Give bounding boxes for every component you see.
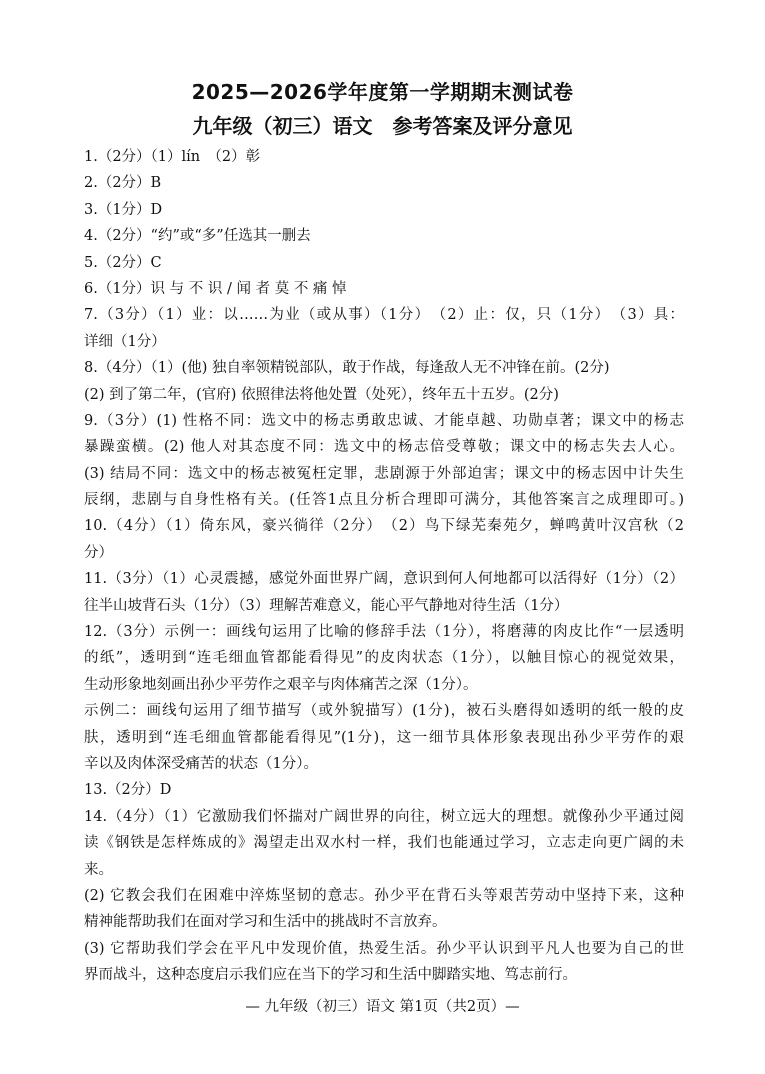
answer-line: 精神能帮助我们在面对学习和生活中的挑战时不言放弃。 bbox=[84, 914, 447, 931]
answer-line: 12.（3分）示例一：画线句运用了比喻的修辞手法（1分），将磨薄的肉皮比作“一层透明 bbox=[84, 624, 684, 641]
answer-line: 来。 bbox=[84, 861, 113, 878]
answer-line: 2.（2分）B bbox=[84, 175, 162, 192]
answer-line: 的纸”，透明到“连毛细血管都能看得见”的皮肉状态（1分），以触目惊心的视觉效果， bbox=[84, 650, 684, 667]
answer-line: 肤，透明到“连毛细血管都能看得见”(1分)，这一细节具体形象表现出孙少平劳作的艰 bbox=[84, 729, 684, 746]
answer-line: 往半山坡背石头（1分）（3）理解苦难意义，能心平气静地对待生活（1分） bbox=[84, 597, 569, 614]
answer-body bbox=[84, 144, 684, 989]
answer-line: 10.（4分）（1）倚东风，豪兴徜徉（2分） （2）鸟下绿芜秦苑夕，蝉鸣黄叶汉宫秋（2 bbox=[84, 518, 684, 535]
exam-title: 2025—2026学年度第一学期期末测试卷 bbox=[191, 80, 574, 104]
answer-line: (3) 结局不同：选文中的杨志被冤枉定罪，悲剧源于外部迫害；课文中的杨志因中计失生 bbox=[84, 465, 684, 482]
answer-line: 9.（3分）(1) 性格不同：选文中的杨志勇敢忠诚、才能卓越、功勋卓著；课文中的杨志 bbox=[84, 412, 684, 429]
answer-line: 读《钢铁是怎样炼成的》渴望走出双水村一样，我们也能通过学习，立志走向更广阔的未 bbox=[84, 835, 684, 852]
answer-line: 分） bbox=[84, 544, 113, 561]
answer-line: 暴躁蛮横。(2) 他人对其态度不同：选文中的杨志倍受尊敬；课文中的杨志失去人心。 bbox=[84, 439, 684, 456]
answer-line: 辛以及肉体深受痛苦的状态（1分）。 bbox=[84, 755, 318, 772]
answer-line: 4.（2分）“约”或“多”任选其一删去 bbox=[84, 228, 311, 245]
answer-line: 详细（1分） bbox=[84, 333, 166, 350]
answer-line: 7.（3分）（1）业：以……为业（或从事）（1分） （2）止：仅，只（1分） （3）具： bbox=[84, 307, 684, 324]
answer-line: 13.（2分）D bbox=[84, 782, 172, 799]
answer-line: (3) 它帮助我们学会在平凡中发现价值，热爱生活。孙少平认识到平凡人也要为自己的世 bbox=[84, 940, 684, 957]
answer-line: 8.（4分）（1）(他) 独自率领精锐部队，敢于作战，每逢敌人无不冲锋在前。(2分) bbox=[84, 360, 610, 377]
answer-line: 生动形象地刻画出孙少平劳作之艰辛与肉体痛苦之深（1分）。 bbox=[84, 676, 478, 693]
answer-line: 11.（3分）（1）心灵震撼，感觉外面世界广阔，意识到何人何地都可以活得好（1分）（2） bbox=[84, 571, 684, 588]
answer-line: 14.（4分）（1）它激励我们怀揣对广阔世界的向往，树立远大的理想。就像孙少平通过阅 bbox=[84, 808, 684, 825]
answer-line: 示例二：画线句运用了细节描写（或外貌描写）(1分)，被石头磨得如透明的纸一般的皮 bbox=[84, 703, 684, 720]
answer-line: 5.（2分）C bbox=[84, 254, 162, 271]
answer-line: 辰纲，悲剧与自身性格有关。(任答1点且分析合理即可满分，其他答案言之成理即可。) bbox=[84, 492, 684, 509]
answer-key-subtitle: 九年级（初三）语文 参考答案及评分意见 bbox=[192, 114, 573, 138]
answer-line: 3.（1分）D bbox=[84, 201, 163, 218]
answer-line: 界而战斗，这种态度启示我们应在当下的学习和生活中脚踏实地、笃志前行。 bbox=[84, 967, 577, 984]
answer-line: (2) 到了第二年，(官府) 依照律法将他处置（处死），终年五十五岁。(2分) bbox=[84, 386, 559, 403]
answer-line: 1.（2分）（1）lín （2）彰 bbox=[84, 149, 261, 165]
answer-line: (2) 它教会我们在困难中淬炼坚韧的意志。孙少平在背石头等艰苦劳动中坚持下来，这种 bbox=[84, 887, 684, 904]
answer-line: 6.（1分）识 与 不 识 / 闻 者 莫 不 痛 悼 bbox=[84, 280, 347, 297]
page-footer: — 九年级（初三）语文 第1页（共2页）— bbox=[245, 999, 520, 1015]
